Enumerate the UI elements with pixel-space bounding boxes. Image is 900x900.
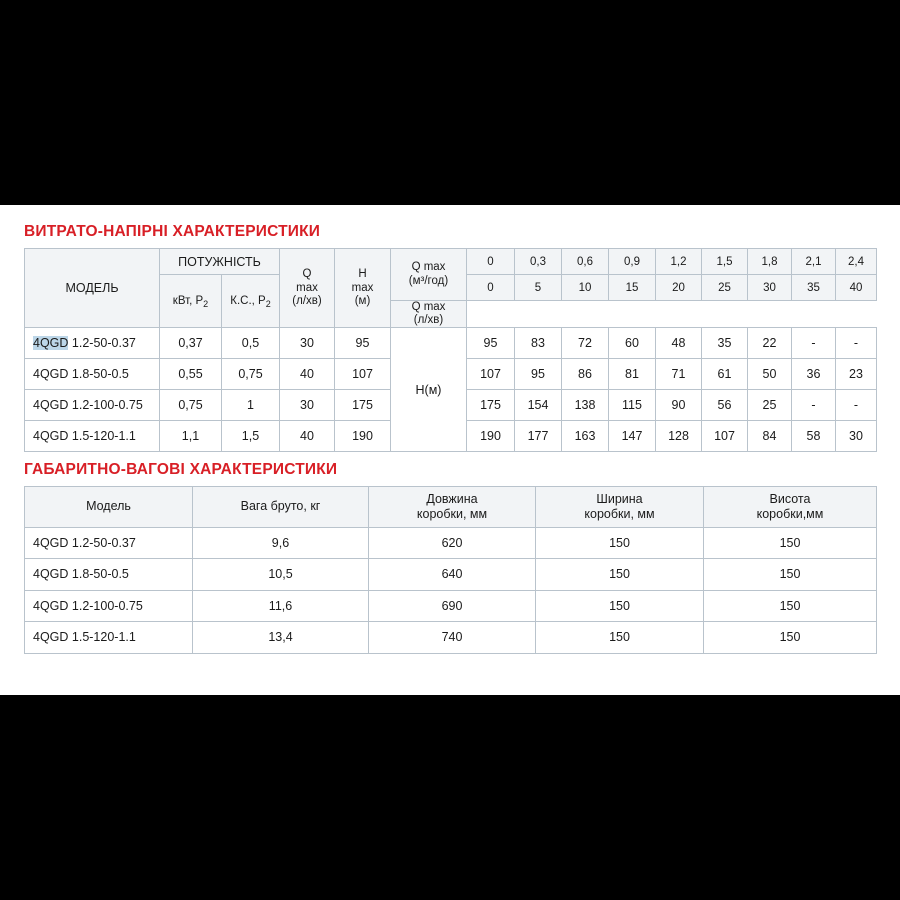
header-qmax-label: Q bbox=[302, 268, 312, 281]
dim-row-height-1: 150 bbox=[704, 559, 877, 591]
q-l-value-3: 15 bbox=[609, 275, 656, 301]
model-text-rest: 1.2-50-0.37 bbox=[68, 336, 136, 351]
row-1-val-6: 50 bbox=[748, 359, 792, 390]
row-2-val-7: - bbox=[792, 390, 836, 421]
header-hmax-label: H bbox=[358, 268, 367, 281]
dim-row-width-2: 150 bbox=[536, 590, 704, 622]
dim-header-height-line1: Висота bbox=[769, 491, 811, 506]
dim-header-row bbox=[25, 486, 877, 527]
dim-header-length bbox=[369, 486, 536, 527]
row-0-val-5: 35 bbox=[702, 328, 748, 359]
dimension-table bbox=[24, 486, 877, 654]
row-0-val-6: 22 bbox=[748, 328, 792, 359]
dim-header-width-line1: Ширина bbox=[596, 491, 643, 506]
dim-row-width-3: 150 bbox=[536, 622, 704, 654]
q-l-value-0: 0 bbox=[467, 275, 515, 301]
row-kw-3: 1,1 bbox=[160, 421, 222, 452]
header-power-kw-label: кВт, P bbox=[172, 294, 204, 307]
header-power-hp-sub: 2 bbox=[265, 298, 271, 309]
row-kw-2: 0,75 bbox=[160, 390, 222, 421]
q-m3-value-6: 1,8 bbox=[748, 249, 792, 275]
row-2-val-5: 56 bbox=[702, 390, 748, 421]
row-kw-0: 0,37 bbox=[160, 328, 222, 359]
header-hm: H(м) bbox=[391, 328, 467, 452]
row-qmax-1: 40 bbox=[280, 359, 335, 390]
row-model-1: 4QGD 1.8-50-0.5 bbox=[25, 359, 160, 390]
header-power-hp-label: К.С., P bbox=[230, 294, 266, 307]
row-2-val-2: 138 bbox=[562, 390, 609, 421]
header-power-kw-sub: 2 bbox=[203, 298, 209, 309]
document-content bbox=[0, 205, 900, 654]
header-qmax-l bbox=[391, 301, 467, 328]
q-l-value-8: 40 bbox=[836, 275, 877, 301]
dim-row-height-2: 150 bbox=[704, 590, 877, 622]
q-l-value-4: 20 bbox=[656, 275, 702, 301]
row-1-val-0: 107 bbox=[467, 359, 515, 390]
row-2-val-3: 115 bbox=[609, 390, 656, 421]
dim-row-model-1: 4QGD 1.8-50-0.5 bbox=[25, 559, 193, 591]
row-model-0 bbox=[25, 328, 160, 359]
dim-row-height-3: 150 bbox=[704, 622, 877, 654]
q-l-value-6: 30 bbox=[748, 275, 792, 301]
dim-row-model-3: 4QGD 1.5-120-1.1 bbox=[25, 622, 193, 654]
row-0-val-1: 83 bbox=[515, 328, 562, 359]
row-qmax-0: 30 bbox=[280, 328, 335, 359]
row-3-val-7: 58 bbox=[792, 421, 836, 452]
q-m3-value-1: 0,3 bbox=[515, 249, 562, 275]
row-0-val-0: 95 bbox=[467, 328, 515, 359]
header-hmax-sub: max bbox=[351, 281, 374, 294]
table-row bbox=[25, 527, 877, 559]
header-qmax-sub: max bbox=[296, 281, 318, 294]
row-hp-3: 1,5 bbox=[222, 421, 280, 452]
q-m3-value-7: 2,1 bbox=[792, 249, 836, 275]
row-hp-0: 0,5 bbox=[222, 328, 280, 359]
dim-row-width-1: 150 bbox=[536, 559, 704, 591]
dim-header-width bbox=[536, 486, 704, 527]
row-2-val-6: 25 bbox=[748, 390, 792, 421]
row-2-val-4: 90 bbox=[656, 390, 702, 421]
row-1-val-2: 86 bbox=[562, 359, 609, 390]
row-3-val-4: 128 bbox=[656, 421, 702, 452]
q-m3-value-0: 0 bbox=[467, 249, 515, 275]
row-1-val-7: 36 bbox=[792, 359, 836, 390]
dim-row-length-3: 740 bbox=[369, 622, 536, 654]
table-row bbox=[25, 622, 877, 654]
flow-header-row-1 bbox=[25, 249, 877, 275]
dim-row-height-0: 150 bbox=[704, 527, 877, 559]
header-model: МОДЕЛЬ bbox=[25, 249, 160, 328]
flow-head-table bbox=[24, 248, 877, 452]
dim-header-height-line2: коробки,мм bbox=[756, 506, 824, 521]
row-3-val-0: 190 bbox=[467, 421, 515, 452]
dim-row-width-0: 150 bbox=[536, 527, 704, 559]
header-hmax bbox=[335, 249, 391, 328]
row-3-val-5: 107 bbox=[702, 421, 748, 452]
table-row bbox=[25, 590, 877, 622]
header-qmax-l-unit: (л/хв) bbox=[413, 314, 444, 327]
row-1-val-5: 61 bbox=[702, 359, 748, 390]
row-1-val-1: 95 bbox=[515, 359, 562, 390]
dim-row-model-2: 4QGD 1.2-100-0.75 bbox=[25, 590, 193, 622]
header-qmax-m3-unit: (м³/год) bbox=[408, 274, 449, 287]
dim-row-length-2: 690 bbox=[369, 590, 536, 622]
row-3-val-8: 30 bbox=[836, 421, 877, 452]
row-3-val-1: 177 bbox=[515, 421, 562, 452]
header-qmax-unit: (л/хв) bbox=[292, 294, 322, 307]
row-0-val-3: 60 bbox=[609, 328, 656, 359]
dim-header-weight: Вага бруто, кг bbox=[193, 486, 369, 527]
row-hp-2: 1 bbox=[222, 390, 280, 421]
row-0-val-8: - bbox=[836, 328, 877, 359]
dim-header-length-line2: коробки, мм bbox=[416, 506, 488, 521]
header-power-hp bbox=[222, 275, 280, 328]
row-3-val-6: 84 bbox=[748, 421, 792, 452]
header-power-kw bbox=[160, 275, 222, 328]
row-3-val-2: 163 bbox=[562, 421, 609, 452]
header-hmax-unit: (м) bbox=[354, 294, 371, 307]
dim-header-width-line2: коробки, мм bbox=[584, 506, 655, 521]
header-qmax-m3-label: Q max bbox=[411, 261, 446, 274]
dim-row-weight-3: 13,4 bbox=[193, 622, 369, 654]
dim-row-weight-0: 9,6 bbox=[193, 527, 369, 559]
row-1-val-3: 81 bbox=[609, 359, 656, 390]
dim-row-weight-1: 10,5 bbox=[193, 559, 369, 591]
row-qmax-2: 30 bbox=[280, 390, 335, 421]
q-m3-value-2: 0,6 bbox=[562, 249, 609, 275]
q-l-value-5: 25 bbox=[702, 275, 748, 301]
q-l-value-1: 5 bbox=[515, 275, 562, 301]
model-selection-highlight: 4QGD bbox=[33, 336, 69, 351]
dim-header-height bbox=[704, 486, 877, 527]
row-2-val-8: - bbox=[836, 390, 877, 421]
row-3-val-3: 147 bbox=[609, 421, 656, 452]
row-2-val-0: 175 bbox=[467, 390, 515, 421]
row-kw-1: 0,55 bbox=[160, 359, 222, 390]
document-sheet bbox=[0, 205, 900, 695]
q-m3-value-4: 1,2 bbox=[656, 249, 702, 275]
row-hmax-3: 190 bbox=[335, 421, 391, 452]
header-qmax bbox=[280, 249, 335, 328]
row-model-3: 4QGD 1.5-120-1.1 bbox=[25, 421, 160, 452]
header-qmax-l-label: Q max bbox=[411, 301, 446, 314]
row-1-val-8: 23 bbox=[836, 359, 877, 390]
dim-row-model-0: 4QGD 1.2-50-0.37 bbox=[25, 527, 193, 559]
row-2-val-1: 154 bbox=[515, 390, 562, 421]
dim-header-model: Модель bbox=[25, 486, 193, 527]
row-0-val-4: 48 bbox=[656, 328, 702, 359]
row-0-val-7: - bbox=[792, 328, 836, 359]
q-m3-value-3: 0,9 bbox=[609, 249, 656, 275]
row-hmax-1: 107 bbox=[335, 359, 391, 390]
dim-section-title: ГАБАРИТНО-ВАГОВІ ХАРАКТЕРИСТИКИ bbox=[24, 461, 338, 479]
q-l-value-7: 35 bbox=[792, 275, 836, 301]
header-power: ПОТУЖНІСТЬ bbox=[160, 249, 280, 275]
dim-row-weight-2: 11,6 bbox=[193, 590, 369, 622]
q-m3-value-5: 1,5 bbox=[702, 249, 748, 275]
table-row bbox=[25, 559, 877, 591]
q-m3-value-8: 2,4 bbox=[836, 249, 877, 275]
row-qmax-3: 40 bbox=[280, 421, 335, 452]
row-hmax-0: 95 bbox=[335, 328, 391, 359]
row-1-val-4: 71 bbox=[656, 359, 702, 390]
dim-row-length-0: 620 bbox=[369, 527, 536, 559]
row-hmax-2: 175 bbox=[335, 390, 391, 421]
row-0-val-2: 72 bbox=[562, 328, 609, 359]
table-row bbox=[25, 328, 877, 359]
dim-header-length-line1: Довжина bbox=[426, 491, 478, 506]
header-qmax-m3 bbox=[391, 249, 467, 301]
q-l-value-2: 10 bbox=[562, 275, 609, 301]
row-model-2: 4QGD 1.2-100-0.75 bbox=[25, 390, 160, 421]
dim-row-length-1: 640 bbox=[369, 559, 536, 591]
flow-section-title: ВИТРАТО-НАПІРНІ ХАРАКТЕРИСТИКИ bbox=[24, 223, 321, 240]
row-hp-1: 0,75 bbox=[222, 359, 280, 390]
